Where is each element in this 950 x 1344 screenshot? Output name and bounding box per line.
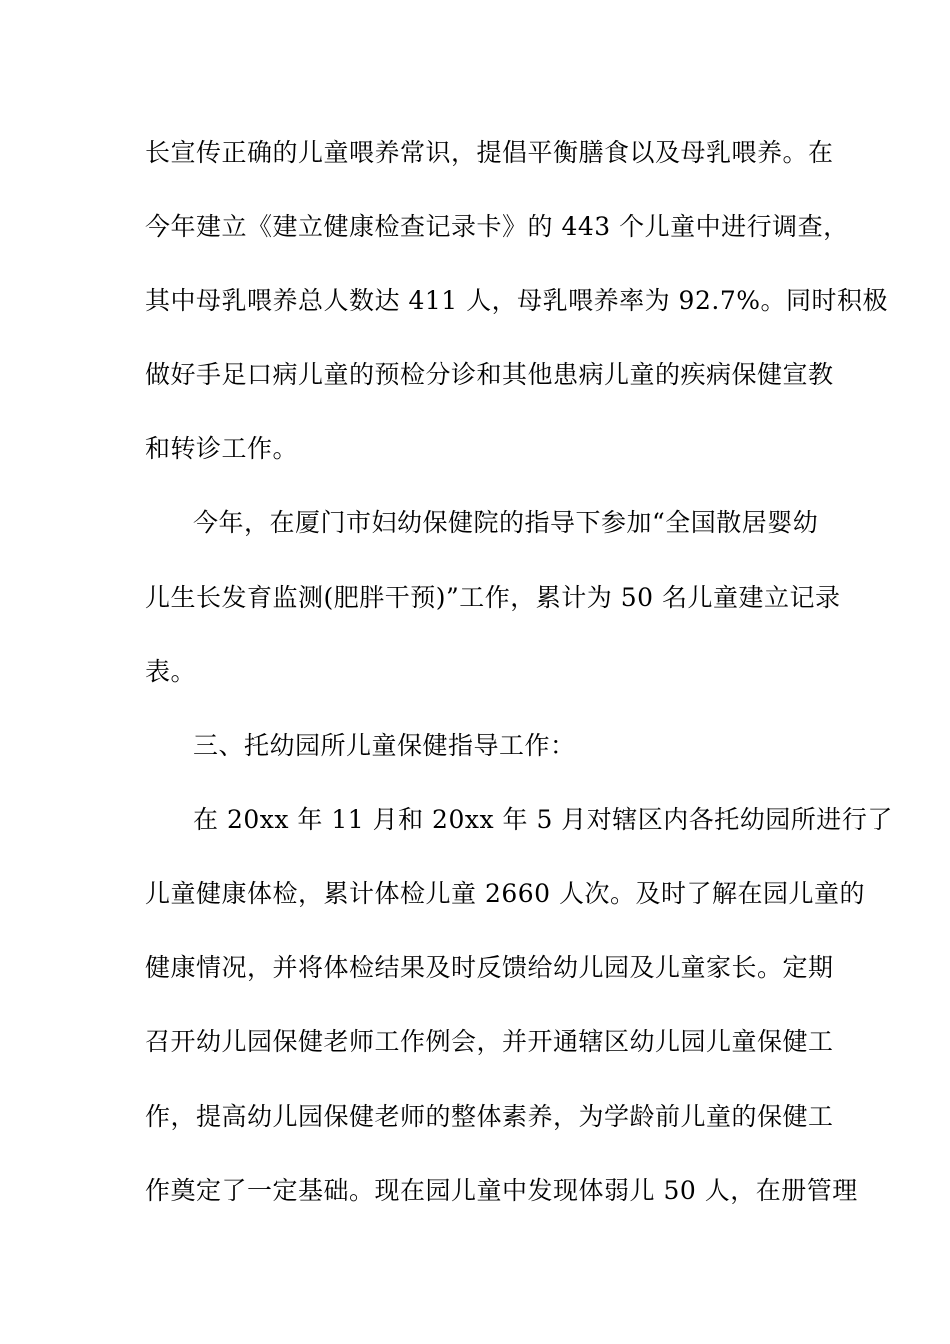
- text-line-3: 其中母乳喂养总人数达 411 人，母乳喂养率为 92.7%。同时积极: [145, 286, 888, 315]
- paragraph-2-line-2: 儿生长发育监测(肥胖干预)”工作，累计为 50 名儿童建立记录: [145, 583, 841, 612]
- text-line-4: 做好手足口病儿童的预检分诊和其他患病儿童的疾病保健宣教: [145, 360, 834, 389]
- paragraph-3-line-3: 健康情况，并将体检结果及时反馈给幼儿园及儿童家长。定期: [145, 953, 834, 982]
- paragraph-3-line-5: 作，提高幼儿园保健老师的整体素养，为学龄前儿童的保健工: [145, 1102, 834, 1131]
- paragraph-3-line-4: 召开幼儿园保健老师工作例会，并开通辖区幼儿园儿童保健工: [145, 1027, 834, 1056]
- paragraph-3-line-1: 在 20xx 年 11 月和 20xx 年 5 月对辖区内各托幼园所进行了: [193, 805, 893, 834]
- paragraph-3-line-2: 儿童健康体检，累计体检儿童 2660 人次。及时了解在园儿童的: [145, 879, 866, 908]
- text-line-2: 今年建立《建立健康检查记录卡》的 443 个儿童中进行调查，: [145, 212, 849, 241]
- text-line-1: 长宣传正确的儿童喂养常识，提倡平衡膳食以及母乳喂养。在: [145, 138, 834, 167]
- text-line-5: 和转诊工作。: [145, 434, 299, 463]
- section-heading: 三、托幼园所儿童保健指导工作：: [193, 731, 576, 760]
- paragraph-3-line-6: 作奠定了一定基础。现在园儿童中发现体弱儿 50 人，在册管理: [145, 1176, 858, 1205]
- paragraph-2-line-3: 表。: [145, 657, 197, 686]
- paragraph-2-line-1: 今年，在厦门市妇幼保健院的指导下参加“全国散居婴幼: [193, 508, 819, 537]
